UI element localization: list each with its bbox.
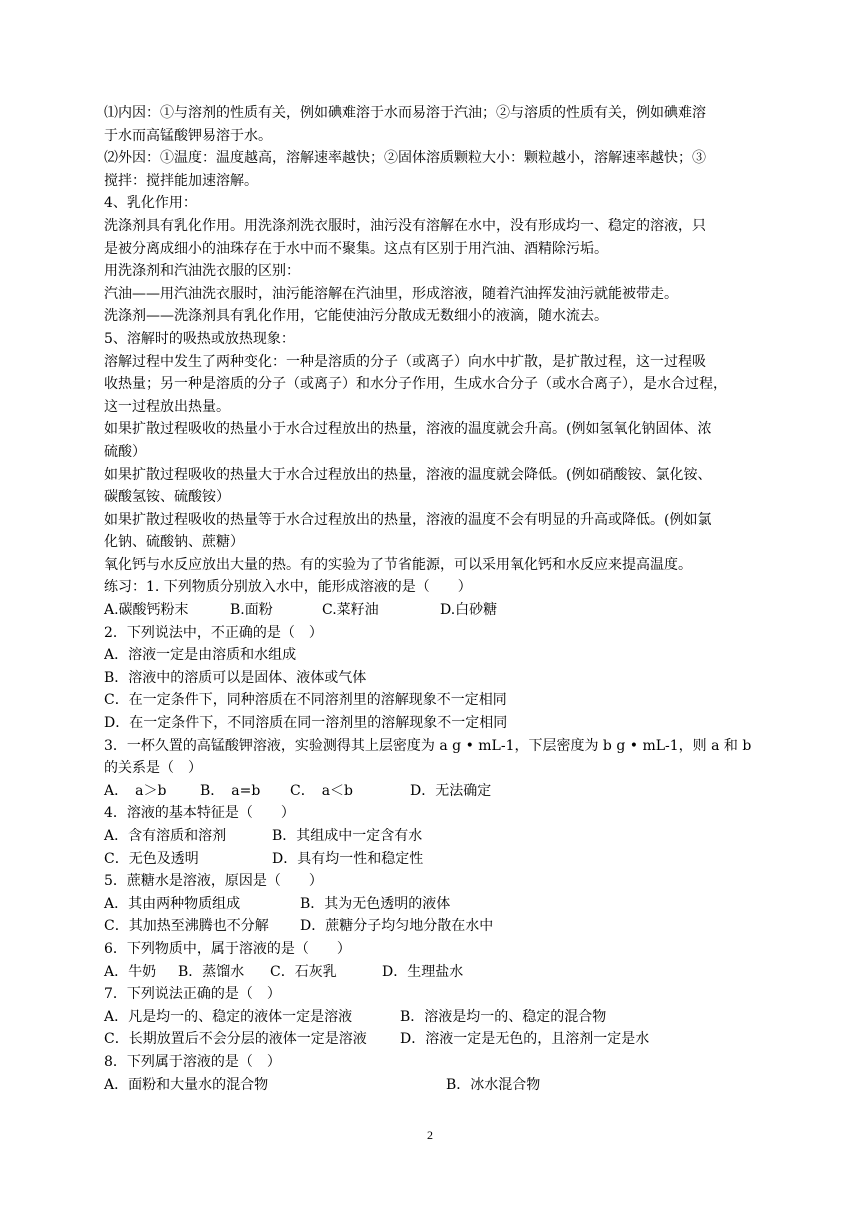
section-heading: 5、溶解时的吸热或放热现象： bbox=[104, 330, 295, 347]
question-6-options bbox=[104, 961, 760, 984]
text-line: 如果扩散过程吸收的热量小于水合过程放出的热量，溶液的温度就会升高。(例如氢氧化钠固体、浓 bbox=[104, 421, 712, 438]
option-d: D．生理盐水 bbox=[382, 963, 464, 980]
option-c: C．无色及透明 bbox=[104, 850, 199, 867]
option-b: B．溶液是均一的、稳定的混合物 bbox=[400, 1008, 607, 1025]
text-line: 于水而高锰酸钾易溶于水。 bbox=[104, 127, 272, 144]
option-b: B．蒸馏水 bbox=[178, 963, 245, 980]
question-1-options bbox=[104, 599, 760, 622]
option-a: A．溶液一定是由溶质和水组成 bbox=[104, 647, 297, 664]
option-a: A． a＞b bbox=[104, 782, 167, 799]
text-line: 溶解过程中发生了两种变化：一种是溶质的分子（或离子）向水中扩散，是扩散过程，这一过程吸 bbox=[104, 353, 706, 370]
option-c: C．在一定条件下，同种溶质在不同溶剂里的溶解现象不一定相同 bbox=[104, 692, 507, 709]
text-line: 碳酸氢铵、硫酸铵） bbox=[104, 489, 230, 506]
question-5-stem: 5．蔗糖水是溶液，原因是（ ） bbox=[104, 873, 323, 890]
option-d: D.白砂糖 bbox=[440, 602, 498, 619]
option-b: B.面粉 bbox=[230, 602, 273, 619]
text-line: 是被分离成细小的油珠存在于水中而不聚集。这点有区别于用汽油、酒精除污垢。 bbox=[104, 240, 608, 257]
option-d: D．在一定条件下，不同溶质在同一溶剂里的溶解现象不一定相同 bbox=[104, 715, 508, 732]
question-8-options bbox=[104, 1074, 760, 1097]
option-a: A．牛奶 bbox=[104, 963, 157, 980]
option-a: A．含有溶质和溶剂 bbox=[104, 828, 227, 844]
option-b: B．溶液中的溶质可以是固体、液体或气体 bbox=[104, 669, 367, 686]
text-line: 洗涤剂——洗涤剂具有乳化作用，它能使油污分散成无数细小的液滴，随水流去。 bbox=[104, 308, 608, 325]
option-a: A.碳酸钙粉末 bbox=[104, 602, 189, 619]
section-heading: 4、乳化作用： bbox=[104, 195, 197, 212]
text-line: 搅拌：搅拌能加速溶解。 bbox=[104, 172, 258, 189]
option-a: A．面粉和大量水的混合物 bbox=[104, 1076, 269, 1093]
option-d: D．蔗糖分子均匀地分散在水中 bbox=[300, 918, 494, 935]
page-content bbox=[104, 102, 760, 1096]
option-d: D．无法确定 bbox=[410, 782, 492, 799]
option-c: C.菜籽油 bbox=[322, 602, 379, 619]
option-c: C．其加热至沸腾也不分解 bbox=[104, 918, 269, 935]
text-line: 的关系是（ ） bbox=[104, 760, 202, 777]
text-line: 收热量；另一种是溶质的分子（或离子）和水分子作用，生成水合分子（或水合离子），是水合过程， bbox=[104, 376, 727, 393]
question-7-options-row2 bbox=[104, 1028, 760, 1051]
question-1-stem: 练习：1. 下列物质分别放入水中，能形成溶液的是（ ） bbox=[104, 579, 472, 596]
option-c: C．石灰乳 bbox=[270, 963, 337, 980]
text-line: 汽油——用汽油洗衣服时，油污能溶解在汽油里，形成溶液，随着汽油挥发油污就能被带走。 bbox=[104, 285, 678, 302]
question-7-stem: 7．下列说法正确的是（ ） bbox=[104, 986, 281, 1003]
text-line: 洗涤剂具有乳化作用。用洗涤剂洗衣服时，油污没有溶解在水中，没有形成均一、稳定的溶液，只 bbox=[104, 217, 706, 234]
option-b: B．其为无色透明的液体 bbox=[300, 895, 451, 912]
option-a: A．凡是均一的、稳定的液体一定是溶液 bbox=[104, 1008, 353, 1025]
option-b: B．冰水混合物 bbox=[446, 1076, 541, 1093]
option-b: B．其组成中一定含有水 bbox=[272, 828, 423, 844]
question-4-options-row2 bbox=[104, 848, 760, 871]
text-line: 氧化钙与水反应放出大量的热。有的实验为了节省能源，可以采用氧化钙和水反应来提高温度。 bbox=[104, 556, 692, 573]
question-3-stem: 3．一杯久置的高锰酸钾溶液，实验测得其上层密度为 a g • mL-1，下层密度为 b g • mL-1，则 a 和 b bbox=[104, 737, 752, 754]
option-c: C． a＜b bbox=[290, 782, 354, 799]
question-3-options bbox=[104, 780, 760, 803]
question-5-options-row2 bbox=[104, 915, 760, 938]
question-4-options-row1 bbox=[104, 825, 760, 848]
question-8-stem: 8．下列属于溶液的是（ ） bbox=[104, 1053, 281, 1070]
option-d: D．具有均一性和稳定性 bbox=[272, 850, 424, 867]
option-b: B． a=b bbox=[200, 782, 261, 799]
question-2-stem: 2．下列说法中，不正确的是（ ） bbox=[104, 624, 323, 641]
question-6-stem: 6．下列物质中，属于溶液的是（ ） bbox=[104, 940, 351, 957]
question-5-options-row1 bbox=[104, 893, 760, 916]
text-line: 如果扩散过程吸收的热量等于水合过程放出的热量，溶液的温度不会有明显的升高或降低。(例如氯 bbox=[104, 511, 712, 528]
question-7-options-row1 bbox=[104, 1006, 760, 1029]
question-4-stem: 4．溶液的基本特征是（ ） bbox=[104, 805, 295, 822]
text-line: 用洗涤剂和汽油洗衣服的区别： bbox=[104, 263, 300, 280]
text-line: ⑴内因：①与溶剂的性质有关，例如碘难溶于水而易溶于汽油；②与溶质的性质有关，例如碘难溶 bbox=[104, 105, 706, 121]
option-a: A．其由两种物质组成 bbox=[104, 895, 241, 912]
text-line: 硫酸） bbox=[104, 443, 146, 460]
text-line: 这一过程放出热量。 bbox=[104, 398, 230, 415]
page-number: 2 bbox=[427, 1128, 433, 1142]
text-line: ⑵外因：①温度：温度越高，溶解速率越快；②固体溶质颗粒大小：颗粒越小，溶解速率越快；③ bbox=[104, 150, 706, 167]
option-c: C．长期放置后不会分层的液体一定是溶液 bbox=[104, 1031, 367, 1048]
text-line: 化钠、硫酸钠、蔗糖） bbox=[104, 534, 244, 551]
text-line: 如果扩散过程吸收的热量大于水合过程放出的热量，溶液的温度就会降低。(例如硝酸铵、氯化铵、 bbox=[104, 466, 712, 483]
option-d: D．溶液一定是无色的，且溶剂一定是水 bbox=[400, 1031, 650, 1048]
